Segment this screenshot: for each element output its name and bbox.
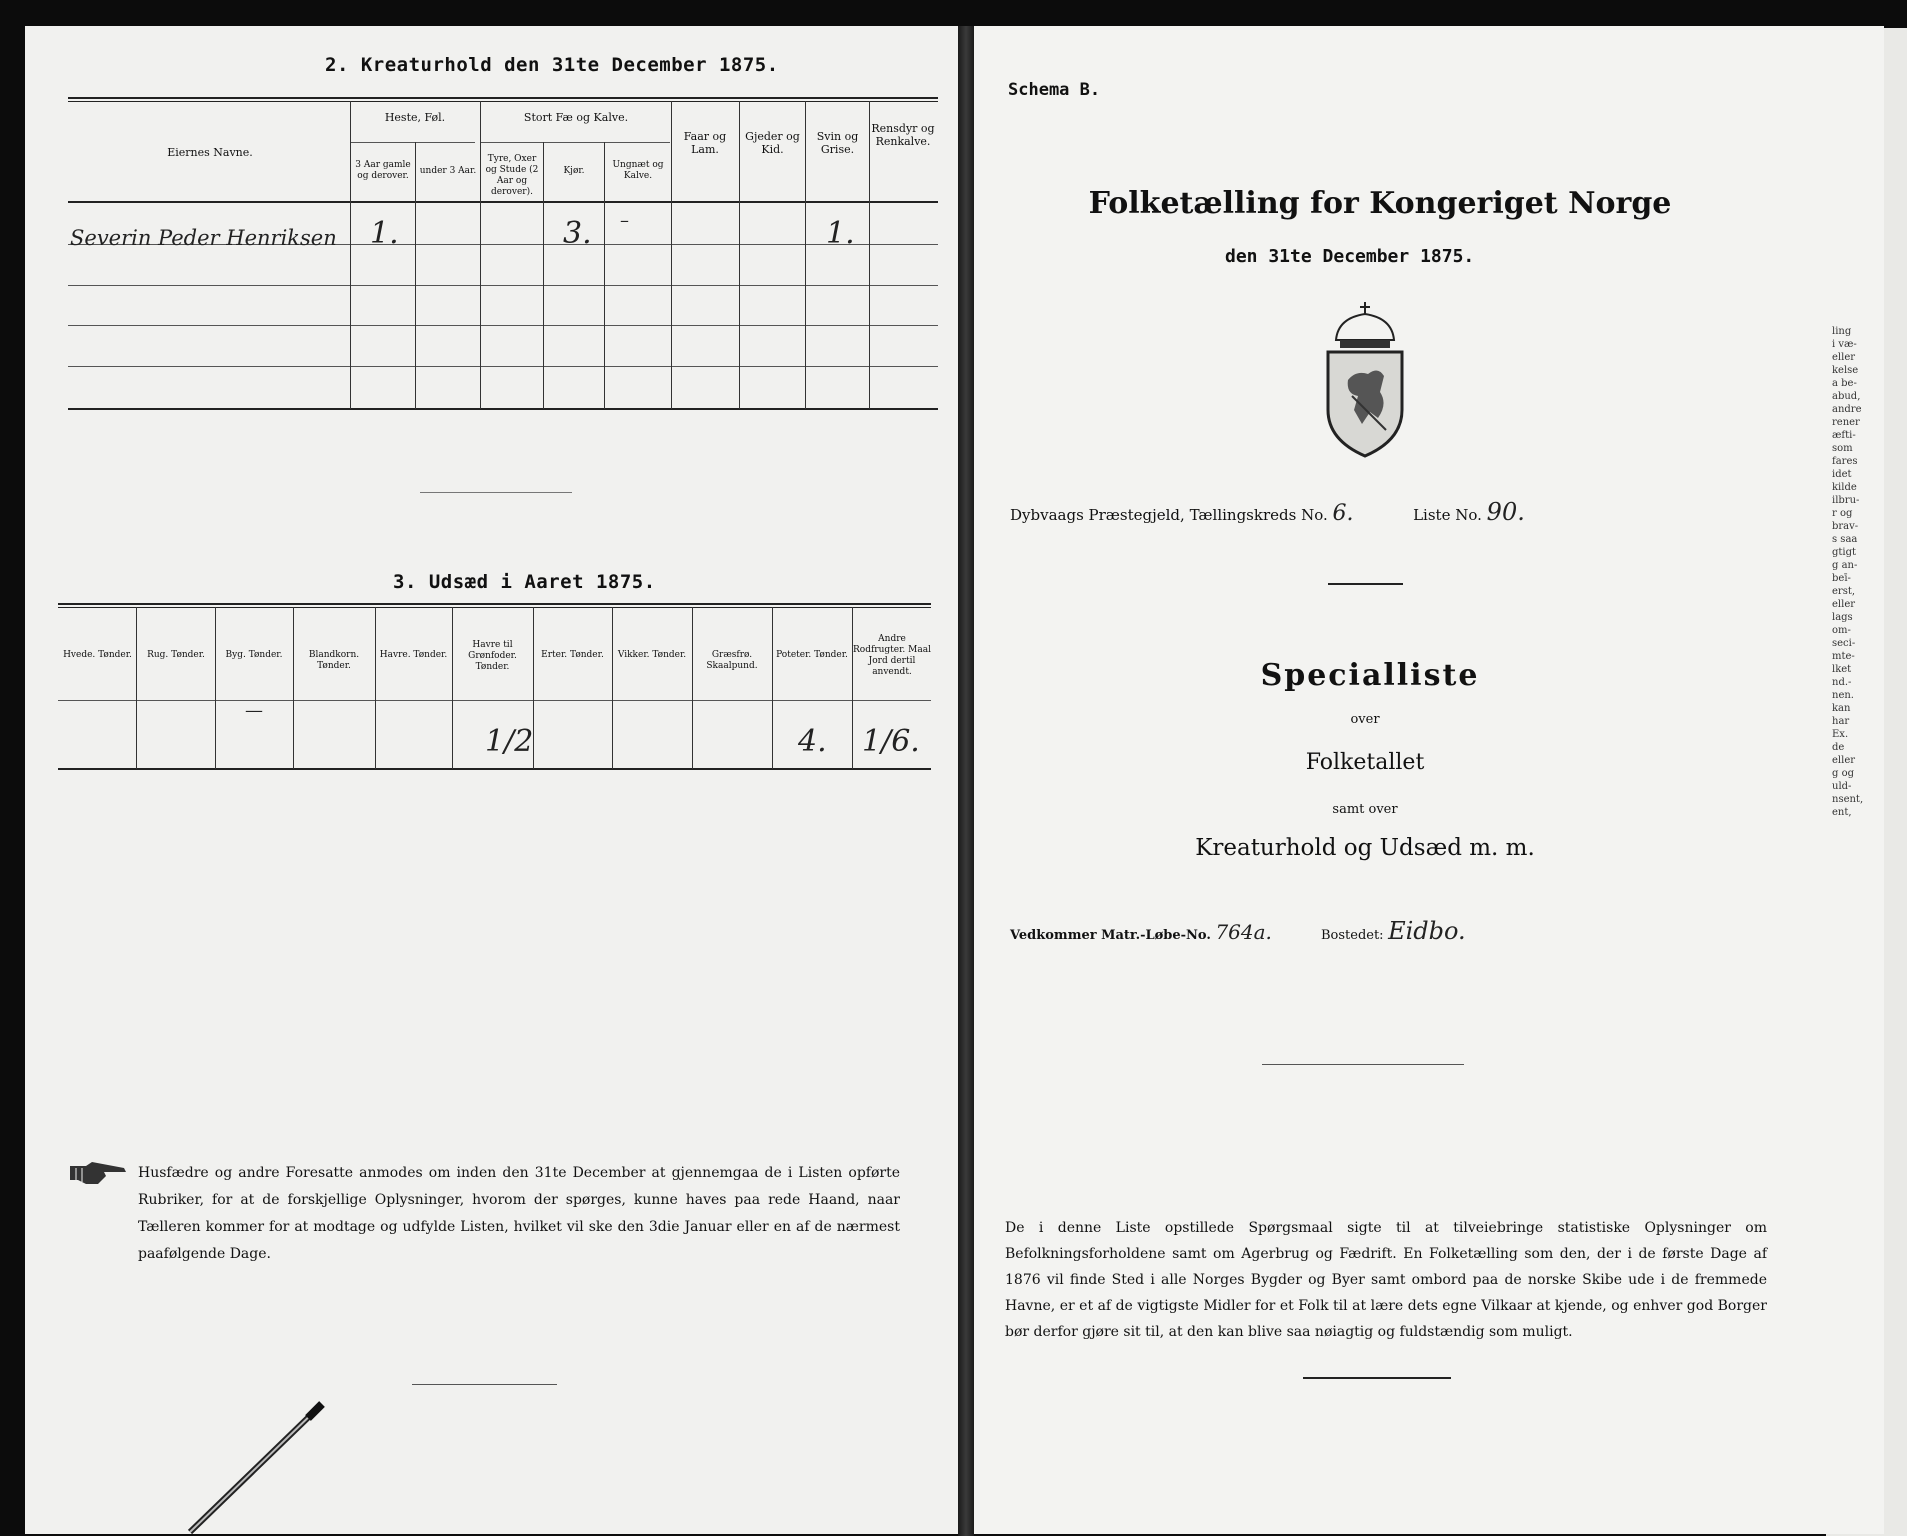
margin-fragment: eller <box>1832 599 1856 610</box>
col-graesfro: Græsfrø. Skaalpund. <box>706 650 758 671</box>
col-rensdyr: Rensdyr og Renkalve. <box>871 122 935 148</box>
col-poteter: Poteter. Tønder. <box>776 650 848 660</box>
margin-fragment: g og <box>1832 768 1855 779</box>
margin-fragment: g an- <box>1832 560 1858 571</box>
value-ungnaet: – <box>620 210 629 231</box>
district-no: 6. <box>1332 501 1354 526</box>
closing-rule <box>1303 1377 1451 1379</box>
footer-text: De i denne Liste opstillede Spørgsmaal sigte til at tilveiebringe statistiske Oplysninger om Befolkningsforholdene samt om Agerbrug og Fædrift. En Folketælling som den, der i de første Dage af 1876 vil finde Sted i alle Norges Bygder og Byer samt ombord paa de norske Skibe ude i de fremmede Havne, er et af de vigtigste Midler for et Folk til at lære dets egne Vilkaar at kjende, og enhver god Borger bør derfor gjøre sit til, at den kan blive saa nøiagtig og fuldstændig som muligt. <box>1005 1220 1767 1340</box>
margin-fragment: har <box>1832 716 1850 727</box>
col-heste-3aar: 3 Aar gamle og derover. <box>355 160 411 181</box>
col-blandkorn: Blandkorn. Tønder. <box>308 650 360 671</box>
margin-fragment: ling <box>1832 326 1852 337</box>
margin-fragment: brav- <box>1832 521 1859 532</box>
parish-line <box>1010 498 1525 526</box>
margin-fragment: r og <box>1832 508 1853 519</box>
margin-fragment: nd.- <box>1832 677 1852 688</box>
table2-col-sep <box>215 607 216 769</box>
margin-fragment: Ex. <box>1832 729 1849 740</box>
parish-name: Dybvaags Præstegjeld, <box>1010 506 1185 524</box>
kreaturhold-text: Kreaturhold og Udsæd m. m. <box>1195 835 1535 861</box>
margin-fragment: nen. <box>1832 690 1854 701</box>
margin-fragment: gtigt <box>1832 547 1857 558</box>
bosted-value: Eidbo. <box>1388 917 1466 945</box>
col-rug: Rug. Tønder. <box>147 650 205 660</box>
matr-line <box>1010 917 1466 945</box>
margin-fragment: kilde <box>1832 482 1857 493</box>
table2-col-sep <box>293 607 294 769</box>
margin-fragment: lags <box>1832 612 1853 623</box>
table1-col-sep <box>480 101 481 409</box>
matr-no: 764a. <box>1215 920 1272 944</box>
margin-fragment: erst, <box>1832 586 1856 597</box>
table2-col-sep <box>772 607 773 769</box>
special-title: Specialliste <box>1260 658 1480 693</box>
coat-of-arms-icon <box>1318 300 1412 458</box>
margin-fragment: æfti- <box>1832 430 1856 441</box>
divider <box>420 492 572 493</box>
value-andre-rodfrugter: 1/6. <box>862 724 920 759</box>
short-rule <box>1328 583 1403 585</box>
table1-bottom-rule <box>68 408 938 410</box>
margin-fragment: de <box>1832 742 1845 753</box>
col-havre: Havre. Tønder. <box>379 650 448 660</box>
table2-col-sep <box>375 607 376 769</box>
col-andre-rodfrugter: Andre Rodfrugter. Maal Jord dertil anvendt. <box>853 634 931 677</box>
table2-header-rule <box>58 700 931 701</box>
table2-bottom-rule <box>58 768 931 770</box>
col-faar: Faar og Lam. <box>683 130 727 156</box>
margin-fragment: kelse <box>1832 365 1859 376</box>
margin-fragments <box>1832 325 1892 819</box>
col-havre-gronfoder: Havre til Grønfoder. Tønder. <box>468 640 517 672</box>
matr-label: Vedkommer Matr.-Løbe-No. <box>1010 928 1211 943</box>
table1-row-rule <box>68 325 938 326</box>
table1-col-sep <box>350 101 351 409</box>
col-gjeder: Gjeder og Kid. <box>745 130 800 156</box>
col-svin: Svin og Grise. <box>816 130 859 156</box>
district-label: Tællingskreds No. <box>1189 506 1328 524</box>
table1-col-sep <box>415 142 416 409</box>
table1-col-sep <box>604 142 605 409</box>
value-heste-3aar: 1. <box>370 216 399 251</box>
instruction-note: Husfædre og andre Foresatte anmodes om inden den 31te December at gjennemgaa de i Listen opførte Rubriker, for at de forskjellige Oplysninger, hvorom der spørges, kunne haves paa rede Haand, naar Tælleren kommer for at modtage og udfylde Listen, hvilket vil ske den 3die Januar eller en af de nærmest paafølgende Dage. <box>138 1165 900 1262</box>
heste-group-rule <box>350 142 475 143</box>
main-title: Folketælling for Kongeriget Norge <box>1088 186 1672 221</box>
margin-fragment: idet <box>1832 469 1852 480</box>
margin-fragment: fares <box>1832 456 1858 467</box>
stortfae-group-rule <box>480 142 670 143</box>
date-line: den 31te December 1875. <box>1225 246 1475 267</box>
table2-col-sep <box>852 607 853 769</box>
margin-fragment: uld- <box>1832 781 1852 792</box>
col-kjor: Kjør. <box>563 166 585 176</box>
table1-col-sep <box>543 142 544 409</box>
samt-over-text: samt over <box>1332 802 1398 817</box>
bottom-divider <box>412 1384 557 1385</box>
list-label: Liste No. <box>1413 506 1482 524</box>
col-erter: Erter. Tønder. <box>541 650 604 660</box>
table2-col-sep <box>692 607 693 769</box>
value-poteter: 4. <box>798 724 827 759</box>
table2-col-sep <box>452 607 453 769</box>
margin-fragment: seci- <box>1832 638 1856 649</box>
value-kjor: 3. <box>563 216 592 251</box>
owner-header: Eiernes Navne. <box>167 146 253 159</box>
pointing-hand-icon <box>68 1158 130 1190</box>
margin-fragment: kan <box>1832 703 1851 714</box>
col-tyre: Tyre, Oxer og Stude (2 Aar og derover). <box>485 154 539 197</box>
stortfae-group-header: Stort Fæ og Kalve. <box>523 111 629 124</box>
table2-col-sep <box>612 607 613 769</box>
table1-top-rule <box>68 97 938 99</box>
heste-group-header: Heste, Føl. <box>384 111 446 124</box>
value-svin: 1. <box>826 216 855 251</box>
value-byg: — <box>245 700 263 721</box>
over-text: over <box>1350 712 1380 727</box>
value-havre-gronfoder: 1/2 <box>485 724 534 759</box>
margin-fragment: som <box>1832 443 1853 454</box>
margin-fragment: om- <box>1832 625 1851 636</box>
left-page <box>25 26 975 1534</box>
margin-fragment: abud, <box>1832 391 1861 402</box>
pen-icon <box>178 1400 328 1536</box>
table1-row-rule <box>68 285 938 286</box>
section2-title: 2. Kreaturhold den 31te December 1875. <box>325 54 779 76</box>
margin-fragment: rener <box>1832 417 1860 428</box>
table1-top-rule-2 <box>68 101 938 102</box>
table2-col-sep <box>136 607 137 769</box>
margin-fragment: eller <box>1832 352 1856 363</box>
section3-title: 3. Udsæd i Aaret 1875. <box>393 571 656 593</box>
margin-fragment: eller <box>1832 755 1856 766</box>
margin-fragment: ent, <box>1832 807 1852 818</box>
margin-fragment: nsent, <box>1832 794 1864 805</box>
list-no: 90. <box>1486 498 1525 526</box>
margin-fragment: s saa <box>1832 534 1858 545</box>
col-heste-under3: under 3 Aar. <box>419 166 477 176</box>
table2-top-rule-2 <box>58 607 931 608</box>
col-vikker: Vikker. Tønder. <box>617 650 687 660</box>
book-spine <box>958 26 974 1536</box>
schema-label: Schema B. <box>1008 80 1101 100</box>
margin-fragment: ilbru- <box>1832 495 1860 506</box>
table1-header-rule <box>68 201 938 203</box>
bosted-label: Bostedet: <box>1320 928 1384 943</box>
col-hvede: Hvede. Tønder. <box>63 650 132 660</box>
margin-fragment: i væ- <box>1832 339 1857 350</box>
margin-fragment: a be- <box>1832 378 1857 389</box>
margin-fragment: lket <box>1832 664 1852 675</box>
owner-name: Severin Peder Henriksen <box>70 226 337 250</box>
table2-top-rule <box>58 603 931 605</box>
table1-row-rule <box>68 366 938 367</box>
col-byg: Byg. Tønder. <box>225 650 283 660</box>
col-ungnaet: Ungnæt og Kalve. <box>612 160 664 181</box>
folketallet-text: Folketallet <box>1305 750 1425 775</box>
margin-fragment: andre <box>1832 404 1862 415</box>
signature-rule <box>1262 1064 1464 1065</box>
margin-fragment: mte- <box>1832 651 1855 662</box>
margin-fragment: beī- <box>1832 573 1851 584</box>
